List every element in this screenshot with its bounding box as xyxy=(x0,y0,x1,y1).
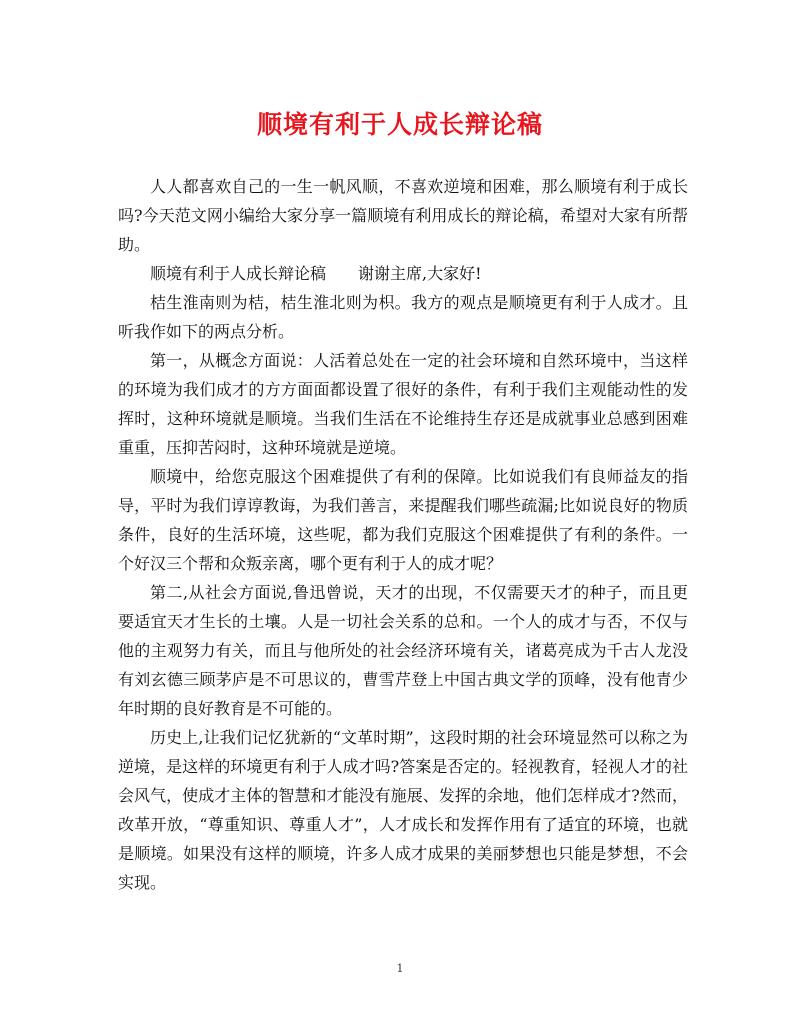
page-number: 1 xyxy=(396,962,404,975)
paragraph-favorable-conditions: 顺境中，给您克服这个困难提供了有利的保障。比如说我们有良师益友的指导，平时为我们谆谆教诲，为我们善言，来提醒我们哪些疏漏;比如说良好的物质条件，良好的生活环境，这些呢，都为我们克服这个困难提供了有利的条件。一个好汉三个帮和众叛亲离，哪个更有利于人的成才呢？ xyxy=(118,467,688,573)
document-body xyxy=(118,172,688,897)
paragraph-position: 桔生淮南则为桔，桔生淮北则为枳。我方的观点是顺境更有利于人成才。且听我作如下的两点分析。 xyxy=(118,293,688,341)
paragraph-intro: 人人都喜欢自己的一生一帆风顺，不喜欢逆境和困难，那么顺境有利于成长吗?今天范文网小编给大家分享一篇顺境有利用成长的辩论稿，希望对大家有所帮助。 xyxy=(118,177,688,254)
paragraph-point-two: 第二,从社会方面说,鲁迅曾说，天才的出现，不仅需要天才的种子，而且更要适宜天才生长的土壤。人是一切社会关系的总和。一个人的成才与否，不仅与他的主观努力有关，而且与他所处的社会经济环境有关，诸葛亮成为千古人龙没有刘玄德三顾茅庐是不可思议的，曹雪芹登上中国古典文学的顶峰，没有他青少年时期的良好教育是不可能的。 xyxy=(118,583,688,718)
document-title: 顺境有利于人成长辩论稿 xyxy=(256,110,543,139)
paragraph-history: 历史上,让我们记忆犹新的“文革时期”，这段时期的社会环境显然可以称之为逆境，是这样的环境更有利于人成才吗?答案是否定的。轻视教育，轻视人才的社会风气，使成才主体的智慧和才能没有施展、发挥的余地，他们怎样成才?然而，改革开放，“尊重知识、尊重人才”，人才成长和发挥作用有了适宜的环境，也就是顺境。如果没有这样的顺境，许多人成才成果的美丽梦想也只能是梦想，不会实现。 xyxy=(118,728,688,892)
paragraph-greeting: 顺境有利于人成长辩论稿 谢谢主席,大家好! xyxy=(150,264,482,283)
paragraph-point-one: 第一，从概念方面说：人活着总处在一定的社会环境和自然环境中，当这样的环境为我们成才的方方面面都设置了很好的条件，有利于我们主观能动性的发挥时，这种环境就是顺境。当我们生活在不论维持生存还是成就事业总感到困难重重，压抑苦闷时，这种环境就是逆境。 xyxy=(118,351,688,457)
